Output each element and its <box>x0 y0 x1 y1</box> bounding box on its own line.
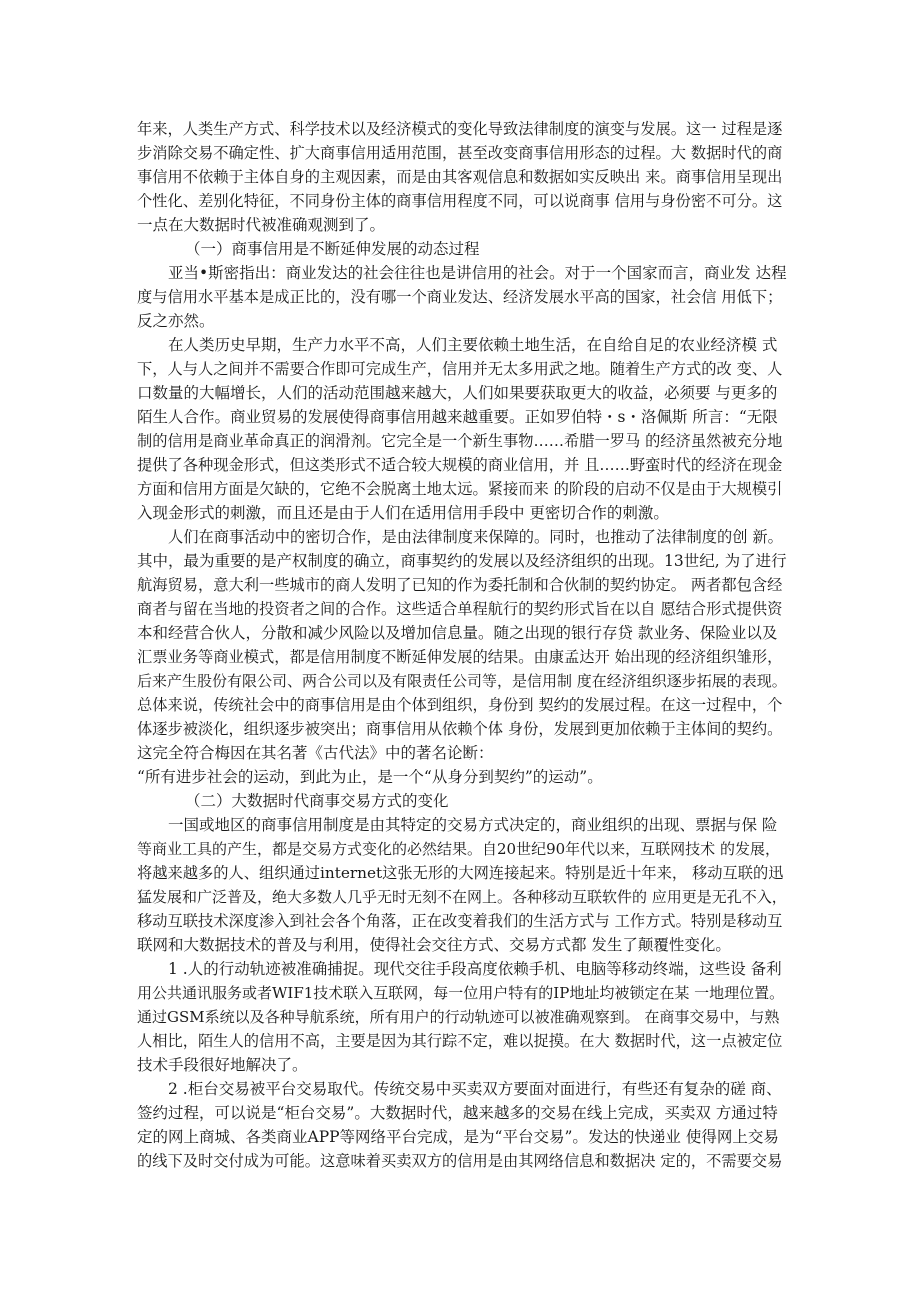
text-line: 在人类历史早期，生产力水平不高，人们主要依赖土地生活，在自给自足的农业经济模 式 <box>168 336 778 354</box>
text-line: 的线下及时交付成为可能。这意味着买卖双方的信用是由其网络信息和数据决 定的，不需要交易 <box>137 1152 783 1170</box>
text-line: 通过GSM系统以及各种导航系统，所有用户的行动轨迹可以被准确观察到。 在商事交易中，与熟 <box>137 1008 780 1026</box>
text-line: 签约过程，可以说是“柜台交易”。大数据时代，越来越多的交易在线上完成，买卖双 方通过特 <box>137 1104 778 1122</box>
section-heading: （二）大数据时代商事交易方式的变化 <box>185 792 449 810</box>
section-heading: （一）商事信用是不断延伸发展的动态过程 <box>185 240 480 258</box>
text-line: 入现金形式的刺激，而且还是由于人们在适用信用手段中 更密切合作的刺激。 <box>137 504 669 522</box>
text-line: 航海贸易，意大利一些城市的商人发明了已知的作为委托制和合伙制的契约协定。 两者都包含经 <box>137 576 783 594</box>
quotation-line: “所有进步社会的运动，到此为止，是一个“从身分到契约”的运动”。 <box>137 768 603 786</box>
text-line: 技术手段很好地解决了。 <box>137 1056 308 1074</box>
text-line: 1 .人的行动轨迹被准确捕捉。现代交往手段高度依赖手机、电脑等移动终端，这些设 备利 <box>168 960 782 978</box>
text-line: 2 .柜台交易被平台交易取代。传统交易中买卖双方要面对面进行，有些还有复杂的磋 商、 <box>168 1080 782 1098</box>
text-line: 联网和大数据技术的普及与利用，使得社会交往方式、交易方式都 发生了颠覆性变化。 <box>137 936 731 954</box>
text-line: 步消除交易不确定性、扩大商事信用适用范围，甚至改变商事信用形态的过程。大 数据时代的商 <box>137 144 783 162</box>
text-line: 本和经营合伙人，分散和减少风险以及增加信息量。随之出现的银行存贷 款业务、保险业以及 <box>137 624 778 642</box>
text-line: 下，人与人之间并不需要合作即可完成生产，信用并无太多用武之地。随着生产方式的改 变、人 <box>137 360 783 378</box>
text-line: 年来，人类生产方式、科学技术以及经济模式的变化导致法律制度的演变与发展。这一 过程是逐 <box>137 120 783 138</box>
text-line: 个性化、差别化特征，不同身份主体的商事信用程度不同，可以说商事 信用与身份密不可分。这 <box>137 192 783 210</box>
text-line: 这完全符合梅因在其名著《古代法》中的著名论断： <box>137 744 494 762</box>
text-line: 汇票业务等商业模式，都是信用制度不断延伸发展的结果。由康孟达开 始出现的经济组织雏形， <box>137 648 783 666</box>
text-line: 亚当•斯密指出：商业发达的社会往往也是讲信用的社会。对于一个国家而言，商业发 达程 <box>168 264 787 282</box>
text-line: 口数量的大幅增长，人们的活动范围越来越大，人们如果要获取更大的收益，必须要 与更多的 <box>137 384 778 402</box>
text-line: 方面和信用方面是欠缺的，它绝不会脱离土地太远。紧接而来 的阶段的启动不仅是由于大规模引 <box>137 480 783 498</box>
text-line: 提供了各种现金形式，但这类形式不适合较大规模的商业信用，并 且……野蛮时代的经济在现金 <box>137 456 783 474</box>
text-line: 制的信用是商业革命真正的润滑剂。它完全是一个新生事物……希腊一罗马 的经济虽然被充分地 <box>137 432 783 450</box>
text-line: 人们在商事活动中的密切合作，是由法律制度来保障的。同时，也推动了法律制度的创 新。 <box>168 528 783 546</box>
text-line: 一点在大数据时代被准确观测到了。 <box>137 216 386 234</box>
text-line: 定的网上商城、各类商业APP等网络平台完成，是为“平台交易”。发达的快递业 使得网上交易 <box>137 1128 779 1146</box>
text-line: 人相比，陌生人的信用不高，主要是因为其行踪不定，难以捉摸。在大 数据时代，这一点被定位 <box>137 1032 783 1050</box>
text-line: 其中，最为重要的是产权制度的确立，商事契约的发展以及经济组织的出现。13世纪, 为了进行 <box>137 552 787 570</box>
text-line: 总体来说，传统社会中的商事信用是由个体到组织，身份到 契约的发展过程。在这一过程中，个 <box>137 696 783 714</box>
text-line: 陌生人合作。商业贸易的发展使得商事信用越来越重要。正如罗伯特・s・洛佩斯 所言：“无限 <box>137 408 778 426</box>
text-line: 猛发展和广泛普及，绝大多数人几乎无时无刻不在网上。各种移动互联软件的 应用更是无孔不入， <box>137 888 787 906</box>
text-line: 后来产生股份有限公司、两合公司以及有限责任公司等，是信用制 度在经济组织逐步拓展的表现。 <box>137 672 787 690</box>
text-line: 度与信用水平基本是成正比的，没有哪一个商业发达、经济发展水平高的国家，社会信 用低下； <box>137 288 783 306</box>
text-line: 一国或地区的商事信用制度是由其特定的交易方式决定的，商业组织的出现、票据与保 险 <box>168 816 778 834</box>
text-line: 用公共通讯服务或者WIF1技术联入互联网，每一位用户特有的IP地址均被锁定在某 一地理位置。 <box>137 984 785 1002</box>
text-line: 商者与留在当地的投资者之间的合作。这些适合单程航行的契约形式旨在以自 愿结合形式提供资 <box>137 600 783 618</box>
text-line: 等商业工具的产生，都是交易方式变化的必然结果。自20世纪90年代以来，互联网技术 的发展， <box>137 840 780 858</box>
text-line: 将越来越多的人、组织通过internet这张无形的大网连接起来。特别是近十年来， 移动互联的迅 <box>137 864 784 882</box>
text-line: 事信用不依赖于主体自身的主观因素，而是由其客观信息和数据如实反映出 来。商事信用呈现出 <box>137 168 783 186</box>
text-line: 移动互联技术深度渗入到社会各个角落，正在改变着我们的生活方式与 工作方式。特别是移动互 <box>137 912 783 930</box>
text-line: 反之亦然。 <box>137 312 215 330</box>
text-line: 体逐步被淡化，组织逐步被突出；商事信用从依赖个体 身份，发展到更加依赖于主体间的契约。 <box>137 720 783 738</box>
